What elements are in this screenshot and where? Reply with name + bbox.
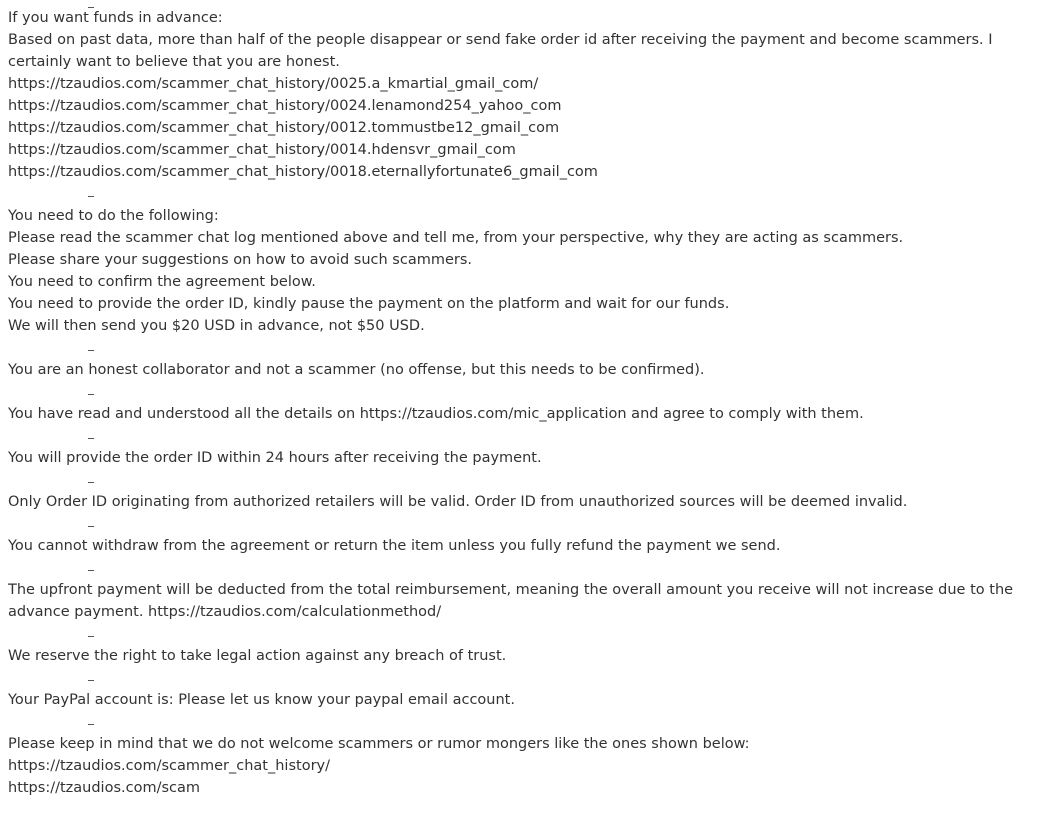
agreement-read: You have read and understood all the details on https://tzaudios.com/mic_application and agree to comply with them. <box>8 403 1044 425</box>
agreement-deduction: The upfront payment will be deducted from the total reimbursement, meaning the overall amount you receive will not increase due to the advance payment. https://tzaudios.com/calculationmethod/ <box>8 579 1044 623</box>
tasks-heading: You need to do the following: <box>8 205 1044 227</box>
task-item: You need to confirm the agreement below. <box>8 274 316 290</box>
task-item: Please share your suggestions on how to avoid such scammers. <box>8 252 473 268</box>
separator-mark <box>88 394 94 395</box>
separator-mark <box>88 570 94 571</box>
separator-mark <box>88 680 94 681</box>
task-item: You need to provide the order ID, kindly pause the payment on the platform and wait for our funds. <box>8 296 730 312</box>
closing-link[interactable]: https://tzaudios.com/scam <box>8 780 201 796</box>
separator-mark <box>88 526 94 527</box>
separator-mark <box>88 636 94 637</box>
closing-link[interactable]: https://tzaudios.com/scammer_chat_history/ <box>8 758 331 774</box>
separator-mark <box>88 350 94 351</box>
agreement-order-id: You will provide the order ID within 24 hours after receiving the payment. <box>8 447 1044 469</box>
task-item: Please read the scammer chat log mentioned above and tell me, from your perspective, why they are acting as scammers. <box>8 230 904 246</box>
agreement-legal: We reserve the right to take legal action against any breach of trust. <box>8 645 1044 667</box>
scammer-link[interactable]: https://tzaudios.com/scammer_chat_history/0025.a_kmartial_gmail_com/ <box>8 76 539 92</box>
separator-mark <box>88 482 94 483</box>
scammer-link[interactable]: https://tzaudios.com/scammer_chat_history/0012.tommustbe12_gmail_com <box>8 120 560 136</box>
scammer-link[interactable]: https://tzaudios.com/scammer_chat_history/0018.eternallyfortunate6_gmail_com <box>8 164 598 180</box>
separator-mark <box>88 196 94 197</box>
intro-heading: If you want funds in advance: <box>8 7 1044 29</box>
agreement-authorized: Only Order ID originating from authorized retailers will be valid. Order ID from unauthorized sources will be deemed invalid. <box>8 491 1044 513</box>
scammer-link[interactable]: https://tzaudios.com/scammer_chat_history/0024.lenamond254_yahoo_com <box>8 98 562 114</box>
separator-mark <box>88 7 94 8</box>
agreement-paypal: Your PayPal account is: Please let us know your paypal email account. <box>8 689 1044 711</box>
closing-note: Please keep in mind that we do not welcome scammers or rumor mongers like the ones shown below: <box>8 733 1044 755</box>
message-body <box>8 7 1044 799</box>
task-item: We will then send you $20 USD in advance, not $50 USD. <box>8 318 425 334</box>
separator-mark <box>88 438 94 439</box>
agreement-honest: You are an honest collaborator and not a scammer (no offense, but this needs to be confirmed). <box>8 359 1044 381</box>
warning-text: Based on past data, more than half of the people disappear or send fake order id after receiving the payment and become scammers. I certainly want to believe that you are honest. <box>8 32 993 70</box>
scammer-link[interactable]: https://tzaudios.com/scammer_chat_history/0014.hdensvr_gmail_com <box>8 142 516 158</box>
separator-mark <box>88 724 94 725</box>
agreement-withdraw: You cannot withdraw from the agreement or return the item unless you fully refund the payment we send. <box>8 535 1044 557</box>
